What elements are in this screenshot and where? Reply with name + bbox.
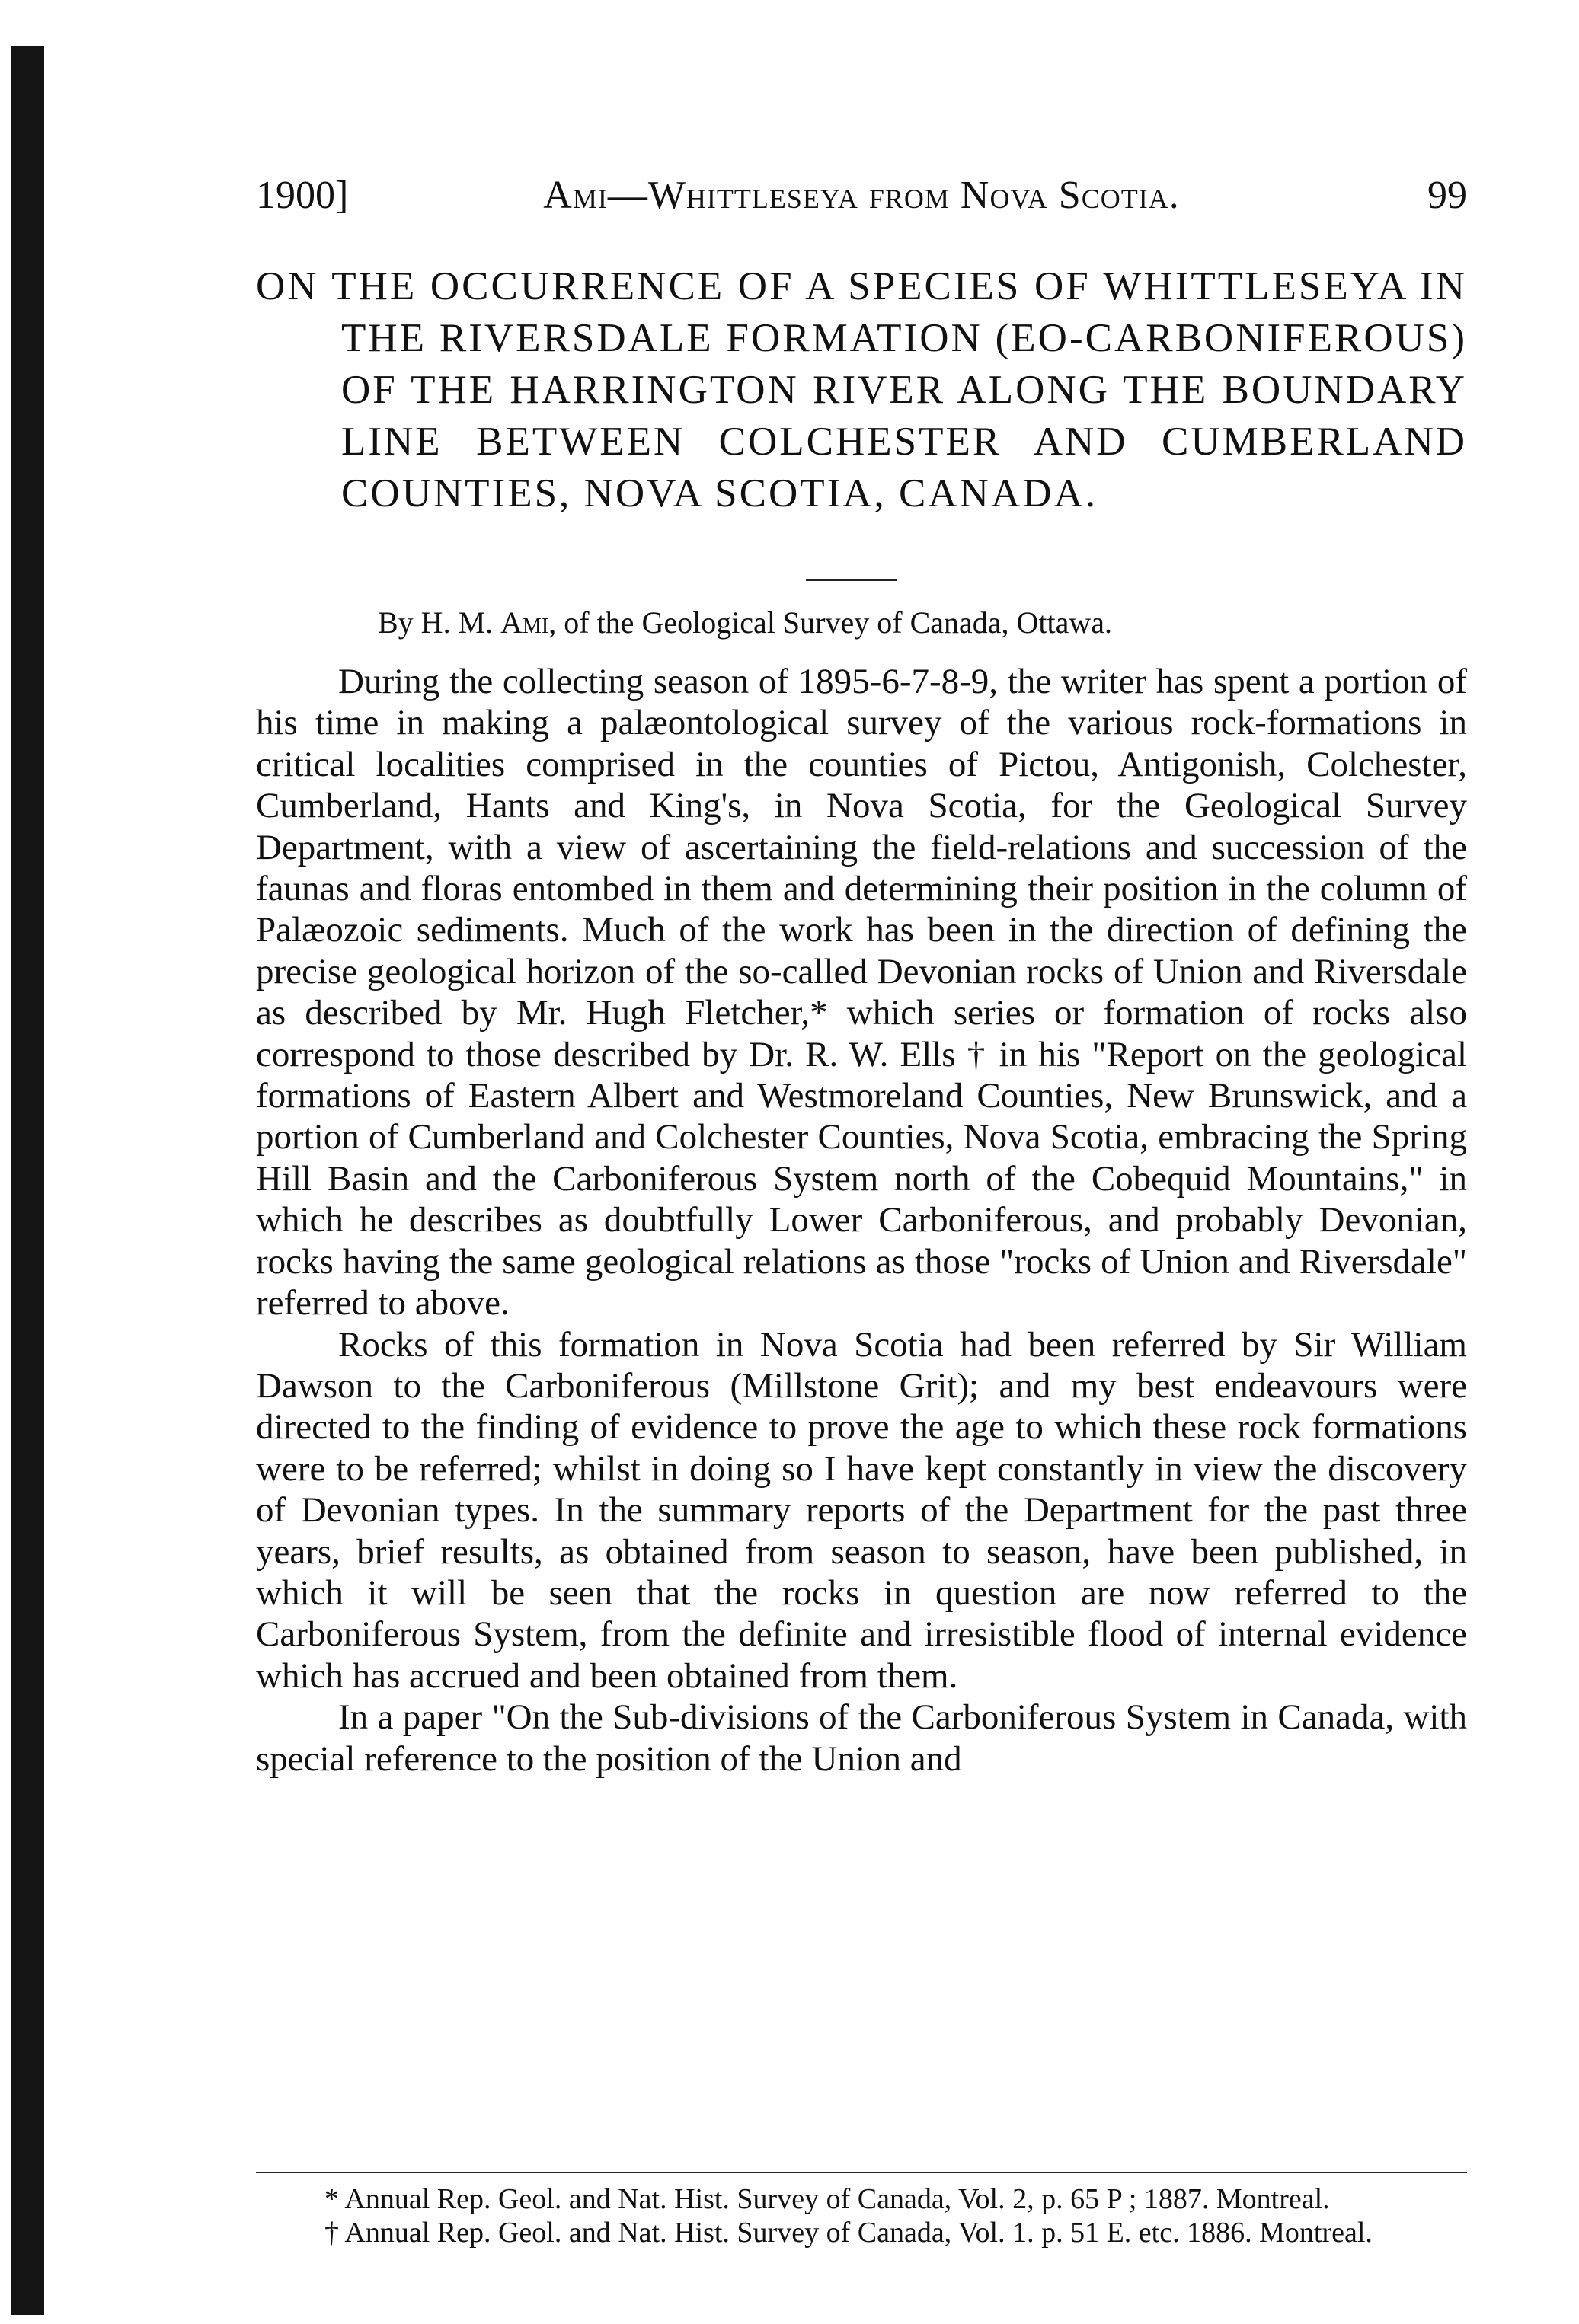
footnote: * Annual Rep. Geol. and Nat. Hist. Survey of Canada, Vol. 2, p. 65 P ; 1887. Montreal. xyxy=(324,2183,1330,2215)
body-paragraph: During the collecting season of 1895-6-7-8-9, the writer has spent a portion of his time in making a palæontological survey of the various rock-formations in critical localities comprised in the counties of Pictou, Antigonish, Colchester, Cumberland, Hants and King's, in Nova Scotia, for the Geological Survey Department, with a view of ascertaining the field-relations and succession of the faunas and floras entombed in them and determining their position in the column of Palæozoic sediments. Much of the work has been in the direction of defining the precise geological horizon of the so-called Devonian rocks of Union and Riversdale as described by Mr. Hugh Fletcher,* which series or formation of rocks also correspond to those described by Dr. R. W. Ells † in his "Report on the geological formations of Eastern Albert and Westmoreland Counties, New Brunswick, and a portion of Cumberland and Colchester Counties, Nova Scotia, embracing the Spring Hill Basin and the Carboniferous System north of the Cobequid Mountains," in which he describes as doubtfully Lower Carboniferous, and probably Devonian, rocks having the same geological relations as those "rocks of Union and Riversdale" referred to above. xyxy=(256,662,1467,1323)
byline xyxy=(378,602,1368,644)
body-paragraph: Rocks of this formation in Nova Scotia had been referred by Sir William Dawson to the Carboniferous (Millstone Grit); and my best endeavours were directed to the finding of evidence to prove the age to which these rock formations were to be referred; whilst in doing so I have kept constantly in view the discovery of Devonian types. In the summary reports of the Department for the past three years, brief results, as obtained from season to season, have been published, in which it will be seen that the rocks in question are now referred to the Carboniferous System, from the definite and irresistible flood of internal evidence which has accrued and been obtained from them. xyxy=(256,1324,1467,1696)
footnote: † Annual Rep. Geol. and Nat. Hist. Survey of Canada, Vol. 1. p. 51 E. etc. 1886. Montreal. xyxy=(324,2217,1373,2249)
article-body xyxy=(256,661,1467,1780)
byline-suffix: , of the Geological Survey of Canada, Ottawa. xyxy=(548,605,1113,640)
running-head xyxy=(256,169,1467,222)
running-head-title: Ami—Whittleseya from Nova Scotia. xyxy=(543,174,1180,217)
page-number: 99 xyxy=(1427,174,1467,217)
footnotes xyxy=(256,2182,1467,2249)
scan-binding-edge xyxy=(11,46,44,2315)
title-rule xyxy=(806,579,897,581)
body-paragraph: In a paper "On the Sub-divisions of the Carboniferous System in Canada, with special reference to the position of the Union and xyxy=(256,1697,1467,1779)
byline-author: Ami xyxy=(500,605,549,640)
running-head-year: 1900] xyxy=(256,174,349,217)
byline-prefix: By H. M. xyxy=(378,605,501,640)
article-title: ON THE OCCURRENCE OF A SPECIES OF WHITTLESEYA IN THE RIVERSDALE FORMATION (EO-CARBONIFEROUS) OF THE HARRINGTON RIVER ALONG THE BOUNDARY LINE BETWEEN COLCHESTER AND CUMBERLAND COUNTIES, NOVA SCOTIA, CANADA. xyxy=(256,264,1467,516)
footnote-rule xyxy=(256,2172,1467,2173)
